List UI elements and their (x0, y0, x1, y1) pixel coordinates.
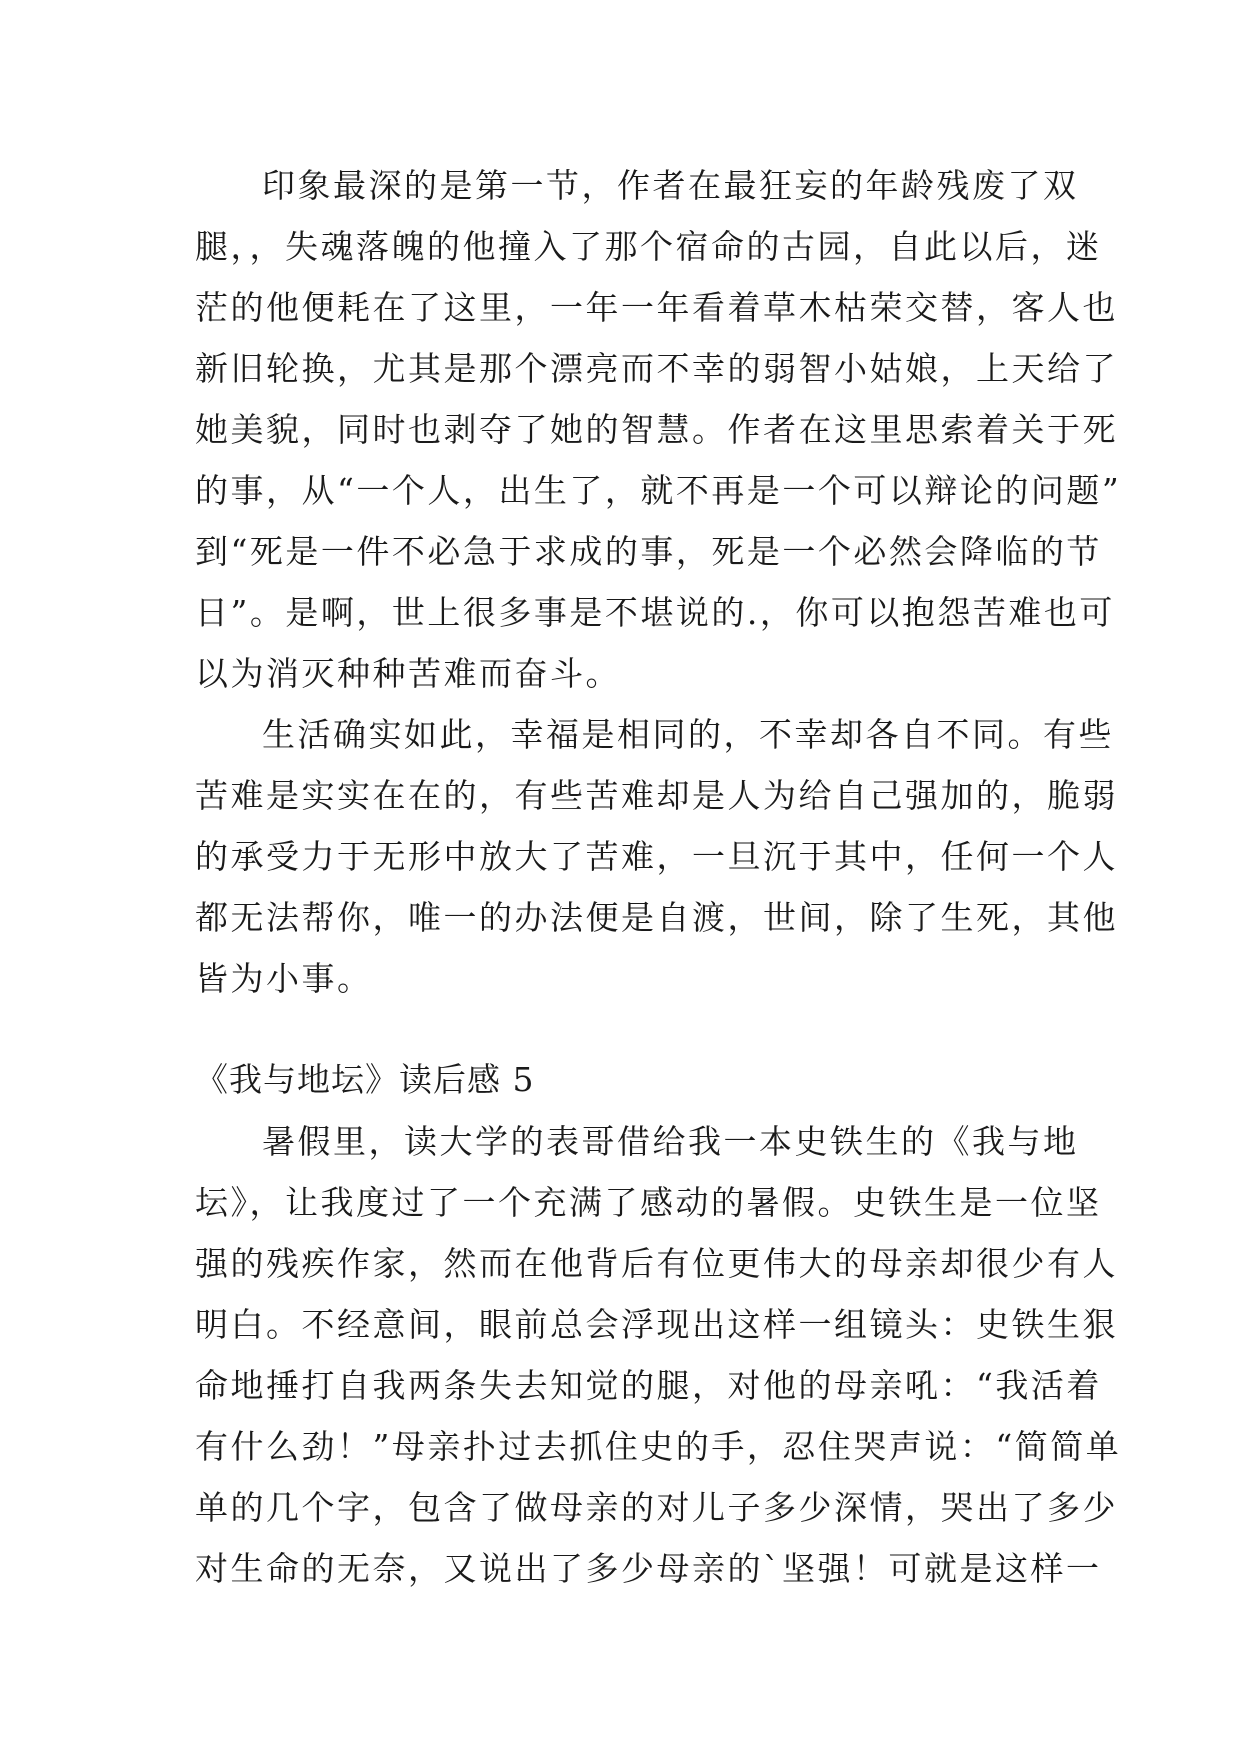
text-line: 命地捶打自我两条失去知觉的腿，对他的母亲吼：“我活着 (195, 1366, 1102, 1405)
text-line: 坛》，让我度过了一个充满了感动的暑假。史铁生是一位坚 (195, 1183, 1102, 1222)
text-line: 强的残疾作家，然而在他背后有位更伟大的母亲却很少有人 (195, 1244, 1118, 1283)
text-line: 日”。是啊，世上很多事是不堪说的.，你可以抱怨苦难也可 (195, 593, 1115, 632)
text-line: 的事，从“一个人，出生了，就不再是一个可以辩论的问题” (195, 471, 1122, 510)
text-line: 对生命的无奈，又说出了多少母亲的`坚强！可就是这样一 (195, 1549, 1102, 1588)
text-line: 腿，，失魂落魄的他撞入了那个宿命的古园，自此以后，迷 (195, 227, 1102, 266)
text-line: 茫的他便耗在了这里，一年一年看着草木枯荣交替，客人也 (195, 288, 1118, 327)
text-line: 有什么劲！”母亲扑过去抓住史的手，忍住哭声说：“简简单 (195, 1427, 1122, 1466)
text-line: 生活确实如此，幸福是相同的，不幸却各自不同。有些 (262, 715, 1114, 754)
text-line: 新旧轮换，尤其是那个漂亮而不幸的弱智小姑娘，上天给了 (195, 349, 1118, 388)
section-title: 《我与地坛》读后感 5 (195, 1060, 535, 1099)
text-line: 皆为小事。 (195, 959, 373, 998)
text-line: 苦难是实实在在的，有些苦难却是人为给自己强加的，脆弱 (195, 776, 1118, 815)
text-line: 暑假里，读大学的表哥借给我一本史铁生的《我与地 (262, 1122, 1079, 1161)
text-line: 印象最深的是第一节，作者在最狂妄的年龄残废了双 (262, 166, 1079, 205)
text-line: 单的几个字，包含了做母亲的对儿子多少深情，哭出了多少 (195, 1488, 1118, 1527)
text-line: 都无法帮你，唯一的办法便是自渡，世间，除了生死，其他 (195, 898, 1118, 937)
text-line: 她美貌，同时也剥夺了她的智慧。作者在这里思索着关于死 (195, 410, 1118, 449)
text-line: 的承受力于无形中放大了苦难，一旦沉于其中，任何一个人 (195, 837, 1118, 876)
text-line: 到“死是一件不必急于求成的事，死是一个必然会降临的节 (195, 532, 1102, 571)
text-line: 明白。不经意间，眼前总会浮现出这样一组镜头：史铁生狠 (195, 1305, 1118, 1344)
text-line: 以为消灭种种苦难而奋斗。 (195, 654, 621, 693)
